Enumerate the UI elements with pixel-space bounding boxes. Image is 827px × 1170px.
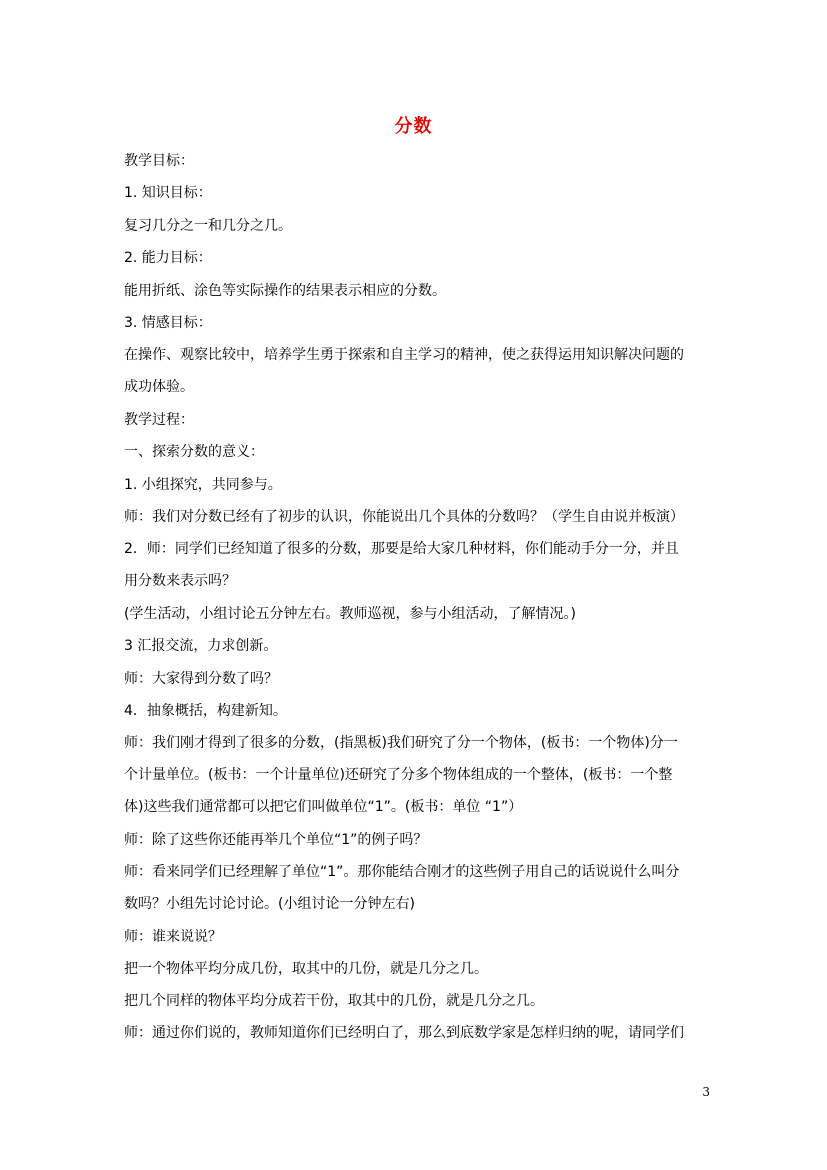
text-line: 用分数来表示吗？ (124, 573, 236, 589)
text-line: 1. 知识目标： (124, 185, 212, 201)
text-line: 3 汇报交流，力求创新。 (124, 638, 278, 654)
text-line: 体)这些我们通常都可以把它们叫做单位“1”。(板书：单位 “1”） (124, 799, 523, 815)
text-line: 师：我们刚才得到了很多的分数，(指黑板)我们研究了分一个物体，(板书：一个物体)分一 (124, 735, 678, 751)
text-line: 师：通过你们说的，教师知道你们已经明白了，那么到底数学家是怎样归纳的呢，请同学们 (124, 1025, 684, 1041)
text-line: 能用折纸、涂色等实际操作的结果表示相应的分数。 (124, 283, 446, 299)
text-line: 师：除了这些你还能再举几个单位“1”的例子吗？ (124, 832, 428, 848)
text-line: 师：看来同学们已经理解了单位“1”。那你能结合刚才的这些例子用自己的话说说什么叫分 (124, 864, 680, 880)
text-line: (学生活动，小组讨论五分钟左右。教师巡视，参与小组活动，了解情况。) (124, 606, 576, 622)
text-line: 2．师：同学们已经知道了很多的分数，那要是给大家几种材料，你们能动手分一分，并且 (124, 541, 679, 557)
document-title: 分数 (394, 116, 433, 137)
text-line: 3. 情感目标： (124, 315, 212, 331)
text-line: 4．抽象概括，构建新知。 (124, 703, 287, 719)
text-line: 教学目标： (124, 153, 194, 169)
text-line: 把一个物体平均分成几份，取其中的几份，就是几分之几。 (124, 961, 488, 977)
text-line: 一、探索分数的意义： (124, 444, 264, 460)
text-line: 复习几分之一和几分之几。 (124, 218, 292, 234)
text-line: 个计量单位。(板书：一个计量单位)还研究了分多个物体组成的一个整体，(板书：一个整 (124, 767, 673, 783)
text-line: 师：谁来说说？ (124, 929, 222, 945)
text-line: 2. 能力目标： (124, 250, 212, 266)
text-line: 1. 小组探究，共同参与。 (124, 477, 282, 493)
text-line: 师：大家得到分数了吗？ (124, 671, 278, 687)
text-line: 师：我们对分数已经有了初步的认识，你能说出几个具体的分数吗？（学生自由说并板演） (124, 509, 684, 525)
text-line: 教学过程： (124, 412, 194, 428)
text-line: 把几个同样的物体平均分成若干份，取其中的几份，就是几分之几。 (124, 993, 544, 1009)
text-line: 数吗？小组先讨论讨论。(小组讨论一分钟左右) (124, 896, 415, 912)
text-line: 成功体验。 (124, 379, 194, 395)
page-number: 3 (702, 1085, 710, 1099)
text-line: 在操作、观察比较中，培养学生勇于探索和自主学习的精神，使之获得运用知识解决问题的 (124, 347, 684, 363)
